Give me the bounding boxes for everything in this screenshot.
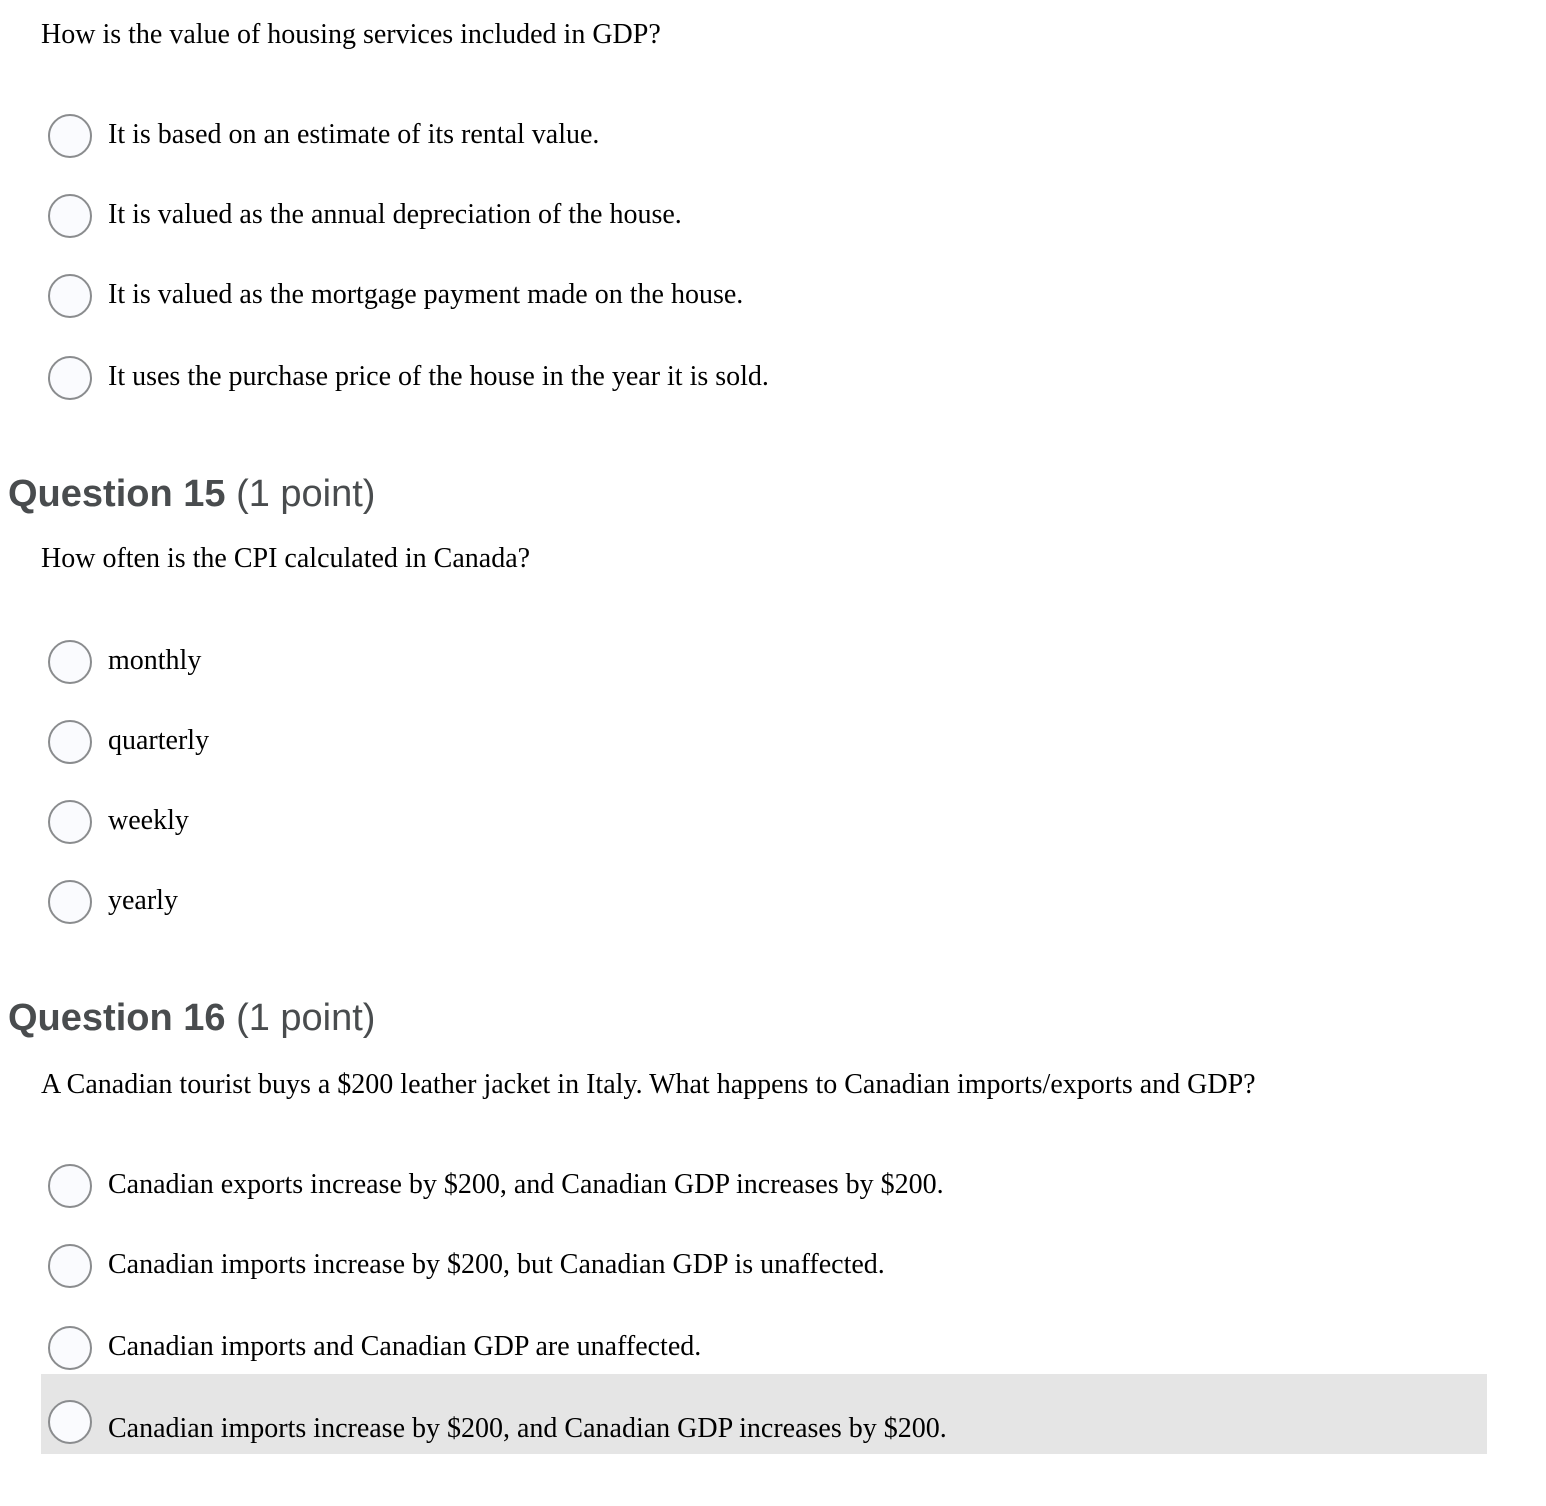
radio-button[interactable] [48,720,92,764]
radio-button[interactable] [48,1164,92,1208]
radio-button[interactable] [48,114,92,158]
radio-button[interactable] [48,356,92,400]
q16-option-4[interactable] [41,1374,1487,1454]
option-label: Canadian exports increase by $200, and Canadian GDP increases by $200. [108,1169,944,1200]
q15-option-monthly[interactable] [41,624,1487,704]
option-label: It is based on an estimate of its rental value. [108,119,600,150]
question-14-prompt: How is the value of housing services included in GDP? [41,19,661,50]
q15-option-quarterly[interactable] [41,704,1487,784]
option-label: quarterly [108,725,210,756]
q14-option-1[interactable] [41,98,1487,178]
question-16-header [8,996,375,1040]
option-label: It is valued as the mortgage payment made on the house. [108,279,744,310]
option-label: Canadian imports increase by $200, but Canadian GDP is unaffected. [108,1249,885,1280]
q15-option-yearly[interactable] [41,864,1487,944]
radio-button[interactable] [48,1244,92,1288]
option-label: It uses the purchase price of the house in the year it is sold. [108,361,769,392]
option-label: Canadian imports and Canadian GDP are unaffected. [108,1331,702,1362]
radio-button[interactable] [48,194,92,238]
radio-button[interactable] [48,880,92,924]
q15-option-weekly[interactable] [41,784,1487,864]
option-label: weekly [108,805,189,836]
option-label: yearly [108,885,178,916]
q14-option-3[interactable] [41,258,1487,338]
option-label: monthly [108,645,202,676]
question-15-points: (1 point) [236,473,376,515]
option-label: Canadian imports increase by $200, and Canadian GDP increases by $200. [108,1413,947,1444]
option-label: It is valued as the annual depreciation of the house. [108,199,682,230]
q14-option-4[interactable] [41,340,1487,420]
question-16-title: Question 16 [8,997,226,1039]
question-15-header [8,472,375,516]
q16-option-2[interactable] [41,1228,1487,1308]
q14-option-2[interactable] [41,178,1487,258]
question-15-prompt: How often is the CPI calculated in Canada? [41,543,531,574]
question-16-prompt: A Canadian tourist buys a $200 leather jacket in Italy. What happens to Canadian imports/exports and GDP? [41,1069,1256,1100]
radio-button[interactable] [48,800,92,844]
question-15-title: Question 15 [8,473,226,515]
radio-button[interactable] [48,1400,92,1444]
q16-option-1[interactable] [41,1148,1487,1228]
radio-button[interactable] [48,274,92,318]
radio-button[interactable] [48,1326,92,1370]
question-16-points: (1 point) [236,997,376,1039]
radio-button[interactable] [48,640,92,684]
